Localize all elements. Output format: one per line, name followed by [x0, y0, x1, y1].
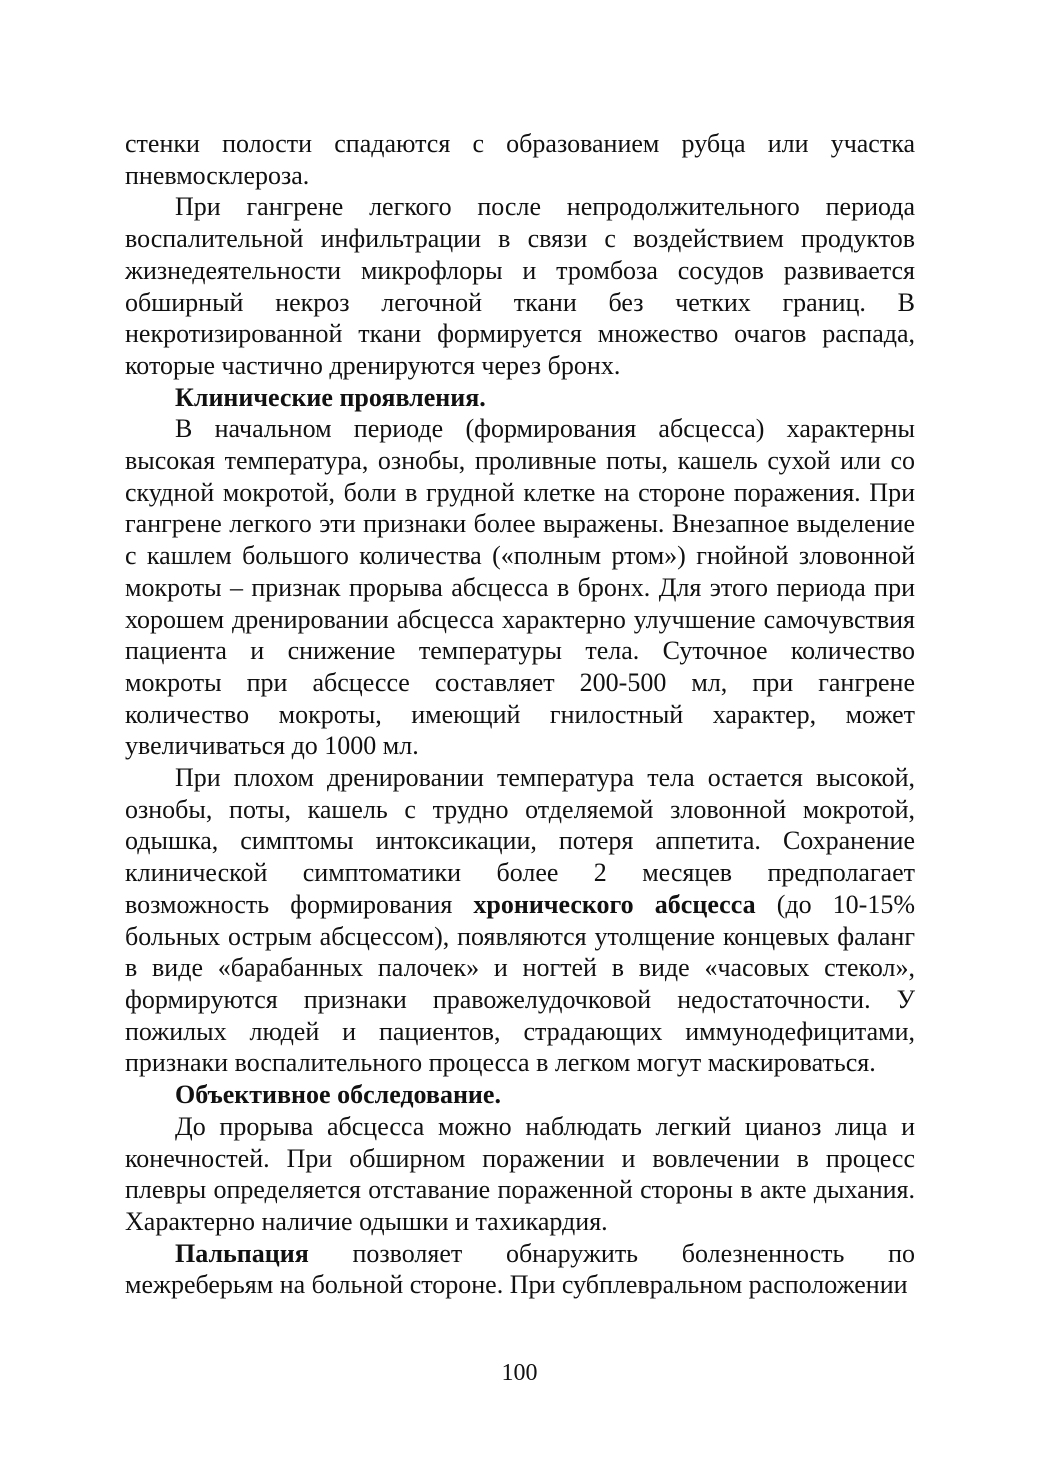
paragraph-continuation: стенки полости спадаются с образованием рубца или участка пневмосклероза.	[125, 129, 915, 190]
paragraph-gangrene: При гангрене легкого после непродолжительного периода воспалительной инфильтрации в связи с воздействием продуктов жизнедеятельности микрофлоры и тромбоза сосудов развивается обширный некроз легочной ткани без четких границ. В некротизированной ткани формируется множество очагов распада, которые частично дренируются через бронх.	[125, 192, 915, 380]
paragraph-poor-drainage-text: При плохом дренировании температура тела остается высокой, ознобы, поты, кашель с трудно отделяемой зловонной мокротой, одышка, симптомы интоксикации, потеря аппетита. Сохранение клинической симптоматики более 2 месяцев предполагает возможность формирования	[125, 763, 915, 919]
paragraph-initial-period: В начальном периоде (формирования абсцесса) характерны высокая температура, ознобы, проливные поты, кашель сухой или со скудной мокротой, боли в грудной клетке на стороне поражения. При гангрене легкого эти признаки более выражены. Внезапное выделение с кашлем большого количества («полным ртом») гнойной зловонной мокроты – признак прорыва абсцесса в бронх. Для этого периода при хорошем дренировании абсцесса характерно улучшение самочувствия пациента и снижение температуры тела. Суточное количество мокроты при абсцессе составляет 200-500 мл, при гангрене количество мокроты, имеющий гнилостный характер, может увеличиваться до 1000 мл.	[125, 414, 915, 761]
heading-clinical-manifestations: Клинические проявления.	[175, 382, 486, 412]
paragraph-cyanosis: До прорыва абсцесса можно наблюдать легкий цианоз лица и конечностей. При обширном поражении и вовлечении в процесс плевры определяется отставание пораженной стороны в акте дыхания. Характерно наличие одышки и тахикардия.	[125, 1111, 915, 1236]
term-chronic-abscess: хронического абсцесса	[473, 889, 756, 919]
page-body	[125, 128, 915, 1301]
term-palpation: Пальпация	[175, 1238, 309, 1268]
paragraph-palpation-text: позволяет обнаружить болезненность по межреберьям на больной стороне. При субплевральном расположении	[125, 1238, 915, 1300]
paragraph-palpation	[125, 1238, 915, 1301]
paragraph-poor-drainage-rest: (до 10-15% больных острым абсцессом), появляются утолщение концевых фаланг в виде «барабанных палочек» и ногтей в виде «часовых стекол», формируются признаки правожелудочковой недостаточности. У пожилых людей и пациентов, страдающих иммунодефицитами, признаки воспалительного процесса в легком могут маскироваться.	[125, 889, 915, 1078]
heading-objective-examination: Объективное обследование.	[175, 1080, 501, 1110]
page-number: 100	[501, 1360, 538, 1386]
paragraph-poor-drainage	[125, 762, 915, 1079]
